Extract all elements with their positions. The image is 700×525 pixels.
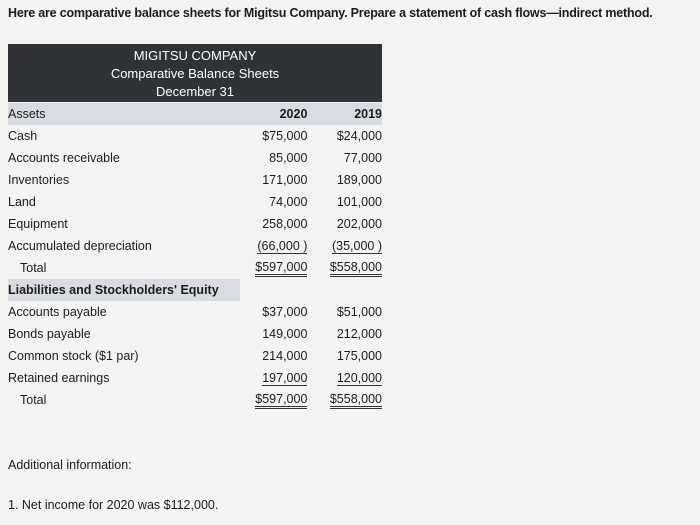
total-2019 (307, 257, 382, 279)
underlined-value: (35,000 ) (331, 238, 382, 253)
underlined-value: 197,000 (262, 370, 308, 385)
row-label: Accumulated depreciation (8, 239, 152, 253)
assets-header-row (8, 103, 382, 125)
value-2019: 101,000 (336, 195, 382, 209)
liabilities-heading: Liabilities and Stockholders' Equity (8, 279, 240, 301)
value-2020: $37,000 (262, 305, 308, 319)
value-2020: 214,000 (262, 349, 308, 363)
balance-sheet-header (8, 44, 382, 102)
total-label: Total (20, 393, 47, 407)
double-underlined-value: $597,000 (255, 260, 307, 277)
additional-information-heading: Additional information: (8, 458, 132, 472)
value-2019 (307, 235, 382, 257)
value-2019: 202,000 (336, 217, 382, 231)
double-underlined-value: $558,000 (330, 260, 382, 277)
value-2020 (240, 235, 307, 257)
total-2020 (240, 389, 307, 411)
row-label: Accounts payable (8, 305, 107, 319)
column-2020: 2020 (240, 103, 307, 125)
value-2019: 212,000 (336, 327, 382, 341)
value-2020: 85,000 (269, 151, 308, 165)
value-2020: 74,000 (269, 195, 308, 209)
table-row (8, 147, 382, 169)
statement-title: Comparative Balance Sheets (110, 66, 280, 81)
liabilities-header-row (8, 279, 382, 301)
total-2019 (307, 389, 382, 411)
value-2019: 189,000 (336, 173, 382, 187)
total-2020 (240, 257, 307, 279)
empty-cell (240, 279, 307, 301)
value-2020: 149,000 (262, 327, 308, 341)
table-row (8, 301, 382, 323)
value-2020: $75,000 (262, 129, 308, 143)
company-name: MIGITSU COMPANY (133, 48, 257, 63)
table-row (8, 213, 382, 235)
table-row (8, 191, 382, 213)
row-label: Bonds payable (8, 327, 91, 341)
table-row (8, 345, 382, 367)
value-2020: 258,000 (262, 217, 308, 231)
comparative-balance-sheet (8, 103, 382, 411)
problem-instruction: Here are comparative balance sheets for Migitsu Company. Prepare a statement of cash flows—indirect method. (8, 6, 653, 20)
empty-cell (307, 279, 382, 301)
row-label: Retained earnings (8, 371, 110, 385)
row-label: Accounts receivable (8, 151, 120, 165)
row-label: Inventories (8, 173, 70, 187)
table-row (8, 235, 382, 257)
row-label: Cash (8, 129, 38, 143)
table-row (8, 367, 382, 389)
total-label: Total (20, 261, 47, 275)
underlined-value: (66,000 ) (257, 238, 308, 253)
additional-note-1: 1. Net income for 2020 was $112,000. (8, 498, 219, 512)
assets-heading: Assets (8, 103, 240, 125)
table-row (8, 323, 382, 345)
statement-date: December 31 (155, 84, 235, 99)
table-row (8, 169, 382, 191)
value-2019: 77,000 (343, 151, 382, 165)
value-2019: $51,000 (336, 305, 382, 319)
assets-total-row (8, 257, 382, 279)
row-label: Equipment (8, 217, 68, 231)
column-2019: 2019 (307, 103, 382, 125)
table-row (8, 125, 382, 147)
value-2019: 175,000 (336, 349, 382, 363)
value-2020 (240, 367, 307, 389)
double-underlined-value: $597,000 (255, 392, 307, 409)
value-2020: 171,000 (262, 173, 308, 187)
underlined-value: 120,000 (336, 370, 382, 385)
double-underlined-value: $558,000 (330, 392, 382, 409)
value-2019 (307, 367, 382, 389)
liabilities-total-row (8, 389, 382, 411)
row-label: Land (8, 195, 36, 209)
value-2019: $24,000 (336, 129, 382, 143)
row-label: Common stock ($1 par) (8, 349, 139, 363)
